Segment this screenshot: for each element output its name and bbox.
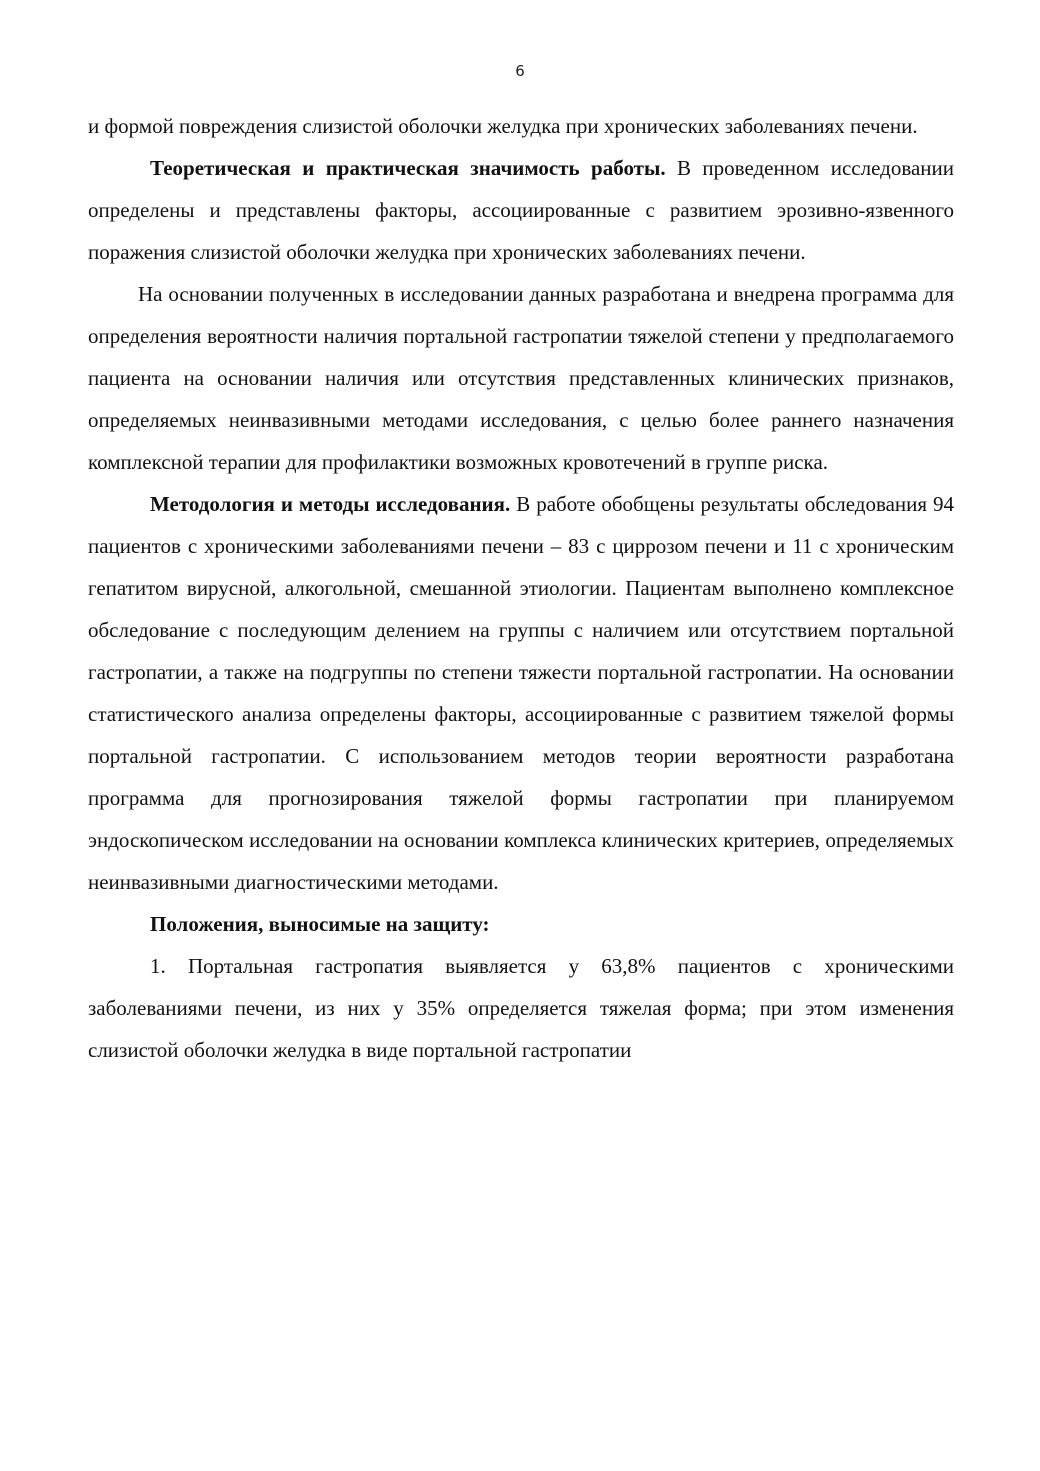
paragraph-methodology [88, 483, 954, 903]
paragraph-significance [88, 147, 954, 273]
document-body [88, 105, 954, 1071]
page-number: 6 [515, 62, 525, 80]
heading-methodology: Методология и методы исследования. [150, 492, 511, 516]
paragraph-intro-continuation: и формой повреждения слизистой оболочки желудка при хронических заболеваниях печени. [88, 114, 918, 138]
heading-defense-provisions: Положения, выносимые на защиту: [150, 912, 490, 936]
paragraph-program: На основании полученных в исследовании данных разработана и внедрена программа для определения вероятности наличия портальной гастропатии тяжелой степени у предполагаемого пациента на основании наличия или отсутствия представленных клинических признаков, определяемых неинвазивными методами исследования, с целью более раннего назначения комплексной терапии для профилактики возможных кровотечений в группе риска. [88, 282, 954, 474]
paragraph-provision-1: 1. Портальная гастропатия выявляется у 63,8% пациентов с хроническими заболеваниями печени, из них у 35% определяется тяжелая форма; при этом изменения слизистой оболочки желудка в виде портальной гастропатии [88, 954, 954, 1062]
text-methodology: В работе обобщены результаты обследования 94 пациентов с хроническими заболеваниями печени – 83 с циррозом печени и 11 с хроническим гепатитом вирусной, алкогольной, смешанной этиологии. Пациентам выполнено комплексное обследование с последующим делением на группы с наличием или отсутствием портальной гастропатии, а также на подгруппы по степени тяжести портальной гастропатии. На основании статистического анализа определены факторы, ассоциированные с развитием тяжелой формы портальной гастропатии. С использованием методов теории вероятности разработана программа для прогнозирования тяжелой формы гастропатии при планируемом эндоскопическом исследовании на основании комплекса клинических критериев, определяемых неинвазивными диагностическими методами. [88, 492, 955, 894]
text-significance: В проведенном исследовании определены и представлены факторы, ассоциированные с развитием эрозивно-язвенного поражения слизистой оболочки желудка при хронических заболеваниях печени. [88, 156, 955, 264]
heading-significance: Теоретическая и практическая значимость работы. [150, 156, 666, 180]
